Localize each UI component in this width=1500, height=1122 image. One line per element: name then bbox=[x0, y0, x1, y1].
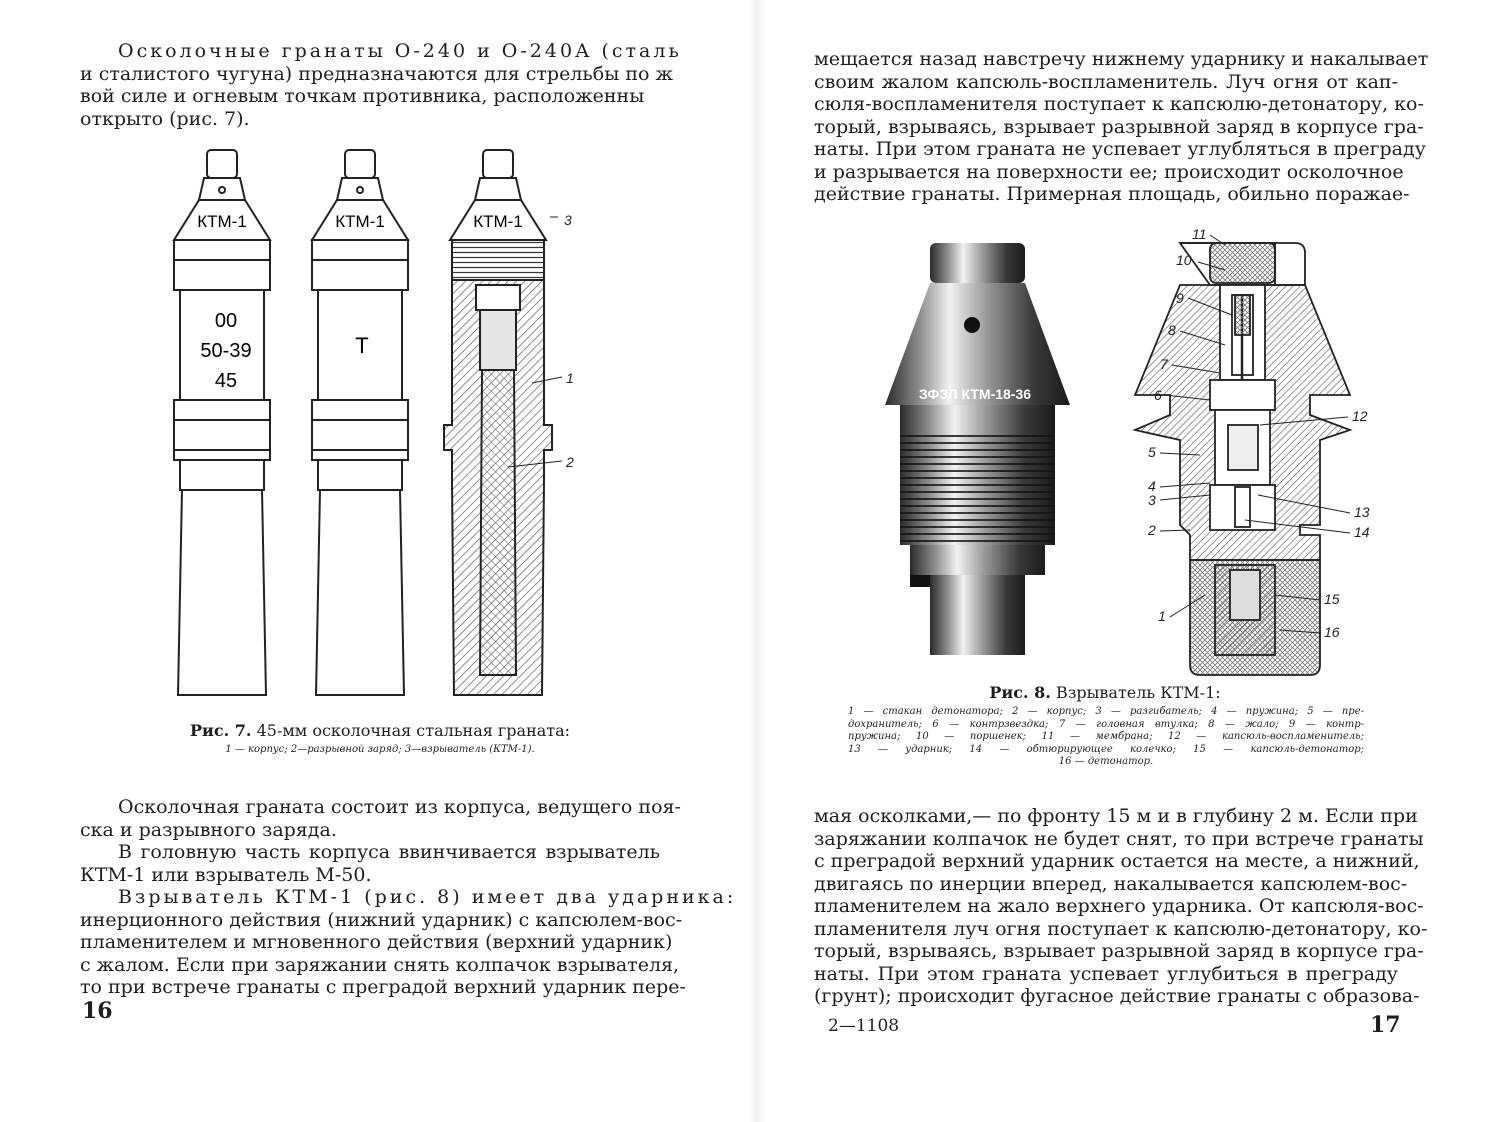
text-line: с жалом. Если при заряжании снять колпачок взрывателя, bbox=[80, 953, 680, 976]
intro-paragraph bbox=[80, 40, 682, 130]
callout-10: 10 bbox=[1176, 252, 1192, 268]
text-line: торый, взрываясь, взрывает разрывной заряд в корпусе гра- bbox=[814, 115, 1424, 138]
text-line: пламенителя луч огня поступает к капсюлю-детонатору, ко- bbox=[814, 917, 1428, 940]
page-number: 17 bbox=[1370, 1012, 1401, 1038]
callout-9: 9 bbox=[1176, 290, 1184, 306]
callout-2: 2 bbox=[1148, 522, 1156, 538]
figure-8-fuze bbox=[880, 225, 1450, 680]
text-line: Осколочные гранаты О-240 и О-240А (сталь bbox=[118, 40, 682, 62]
text-line: пламенителем на жало верхнего ударника. От капсюля-вос- bbox=[814, 895, 1424, 917]
text-line: сюля-воспламенителя поступает к капсюлю-детонатору, ко- bbox=[814, 93, 1424, 115]
text-line: вой силе и огневым точкам противника, расположенны bbox=[80, 85, 645, 107]
fuze-photo bbox=[885, 243, 1070, 655]
text-line: (грунт); происходит фугасное действие гранаты с образова- bbox=[814, 985, 1420, 1007]
callout-11: 11 bbox=[1192, 226, 1207, 242]
printer-signature: 2—1108 bbox=[828, 1016, 900, 1036]
callout-5: 5 bbox=[1148, 444, 1156, 460]
photo-label: ЗФЗЛ КТМ-18-36 bbox=[918, 386, 1032, 402]
page-number: 16 bbox=[82, 998, 113, 1024]
text-line: инерционного действия (нижний ударник) с капсюлем-вос- bbox=[80, 908, 683, 931]
fuze-label: КТМ-1 bbox=[473, 212, 523, 231]
callout-16: 16 bbox=[1324, 624, 1340, 640]
callout-13: 13 bbox=[1354, 504, 1370, 520]
callout-15: 15 bbox=[1324, 591, 1340, 607]
top-paragraph bbox=[814, 48, 1429, 206]
text-line: наты. При этом граната успевает углубиться в преграду bbox=[814, 962, 1398, 985]
shell-marking: Т bbox=[355, 333, 369, 358]
text-line: то при встрече гранаты с преградой верхний ударник пере- bbox=[80, 976, 686, 998]
callout-2: 2 bbox=[566, 454, 574, 470]
text-line: КТМ-1 или взрыватель М-50. bbox=[80, 863, 372, 886]
text-line: с преградой верхний ударник остается на месте, а нижний, bbox=[814, 850, 1420, 872]
callout-3: 3 bbox=[1148, 492, 1156, 508]
text-line: торый, взрываясь, взрывает разрывной заряд в корпусе гра- bbox=[814, 940, 1424, 962]
left-page bbox=[0, 0, 745, 1122]
callout-12: 12 bbox=[1352, 408, 1368, 424]
text-line: пламенителем и мгновенного действия (верхний ударник) bbox=[80, 931, 673, 953]
callout-3: 3 bbox=[564, 212, 572, 228]
figure-8-caption: Рис. 8. Взрыватель КТМ-1: bbox=[989, 683, 1221, 702]
bottom-paragraph bbox=[814, 805, 1428, 1008]
text-line: действие гранаты. Примерная площадь, обильно поражае- bbox=[814, 183, 1410, 205]
text-line: В головную часть корпуса ввинчивается взрыватель bbox=[118, 841, 660, 863]
text-line: своим жалом капсюль-воспламенитель. Луч огня от кап- bbox=[814, 70, 1398, 93]
text-line: и разрывается на поверхности ее; происходит осколочное bbox=[814, 160, 1404, 183]
figure-8-legend: 1 — стакан детонатора; 2 — корпус; 3 — разгибатель; 4 — пружина; 5 — пре- дохранитель; 6 — контрзвездка; 7 — головная втулка; 8 — жало; 9 — контр- пружина; 10 — поршенек; 11 — мембрана; 12 — капсюль-воспламенитель; 13 — ударник; 14 — обтюрирующее колечко; 15 — капсюль-детонатор; 16 — детонатор. bbox=[848, 706, 1364, 767]
shell-marking: 50-39 bbox=[200, 340, 252, 362]
callout-1: 1 bbox=[1158, 608, 1166, 624]
shell-3-section bbox=[444, 150, 552, 695]
callout-8: 8 bbox=[1168, 322, 1176, 338]
text-line: открыто (рис. 7). bbox=[80, 107, 250, 130]
callout-14: 14 bbox=[1354, 524, 1370, 540]
callout-4: 4 bbox=[1148, 478, 1156, 494]
text-line: заряжании колпачок не будет снят, то при встрече гранаты bbox=[814, 827, 1424, 850]
text-line: мая осколками,— по фронту 15 м и в глубину 2 м. Если при bbox=[814, 805, 1418, 827]
text-line: Осколочная граната состоит из корпуса, ведущего поя- bbox=[118, 796, 681, 818]
callout-6: 6 bbox=[1154, 387, 1162, 403]
book-gutter bbox=[748, 0, 766, 1122]
figure-7-grenades bbox=[160, 145, 600, 715]
fuze-label: КТМ-1 bbox=[335, 212, 385, 231]
right-page bbox=[770, 0, 1500, 1122]
text-line: мещается назад навстречу нижнему ударнику и накалывает bbox=[814, 48, 1429, 70]
figure-7-legend: 1 — корпус; 2—разрывной заряд; 3—взрыватель (КТМ-1). bbox=[225, 744, 535, 755]
figure-7-caption: Рис. 7. 45-мм осколочная стальная граната: bbox=[190, 721, 571, 740]
shell-1 bbox=[174, 150, 270, 695]
text-line: Взрыватель КТМ-1 (рис. 8) имеет два ударника: bbox=[118, 886, 737, 908]
text-line: наты. При этом граната не успевает углубляться в преграду bbox=[814, 138, 1426, 160]
text-line: и сталистого чугуна) предназначаются для стрельбы по ж bbox=[80, 62, 673, 85]
text-line: ска и разрывного заряда. bbox=[80, 818, 337, 841]
fuze-section-drawing bbox=[1135, 243, 1350, 675]
fuze-label: КТМ-1 bbox=[197, 212, 247, 231]
shell-2 bbox=[312, 150, 408, 695]
body-paragraph bbox=[80, 796, 737, 999]
callout-1: 1 bbox=[566, 370, 574, 386]
shell-marking: 00 bbox=[214, 310, 238, 332]
callout-7: 7 bbox=[1160, 356, 1168, 372]
text-line: двигаясь по инерции вперед, накалывается капсюлем-вос- bbox=[814, 872, 1408, 895]
shell-marking: 45 bbox=[214, 370, 238, 392]
